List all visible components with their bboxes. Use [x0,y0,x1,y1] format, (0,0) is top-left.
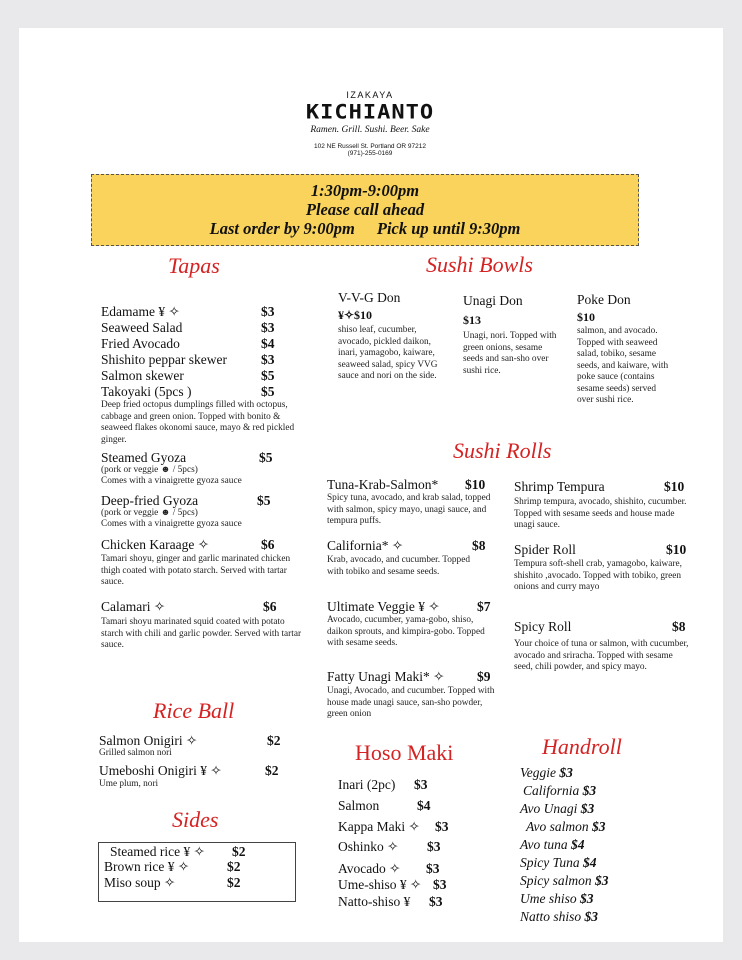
item-name: Umeboshi Onigiri ¥ ✧ [99,763,222,778]
item-name: Avo Unagi [520,801,578,816]
item-name: Spicy Roll [514,619,572,634]
list-item [101,368,184,384]
item-price: $5 [261,384,275,399]
item-description: shiso leaf, cucumber, avocado, pickled daikon, inari, yamagobo, kaiware, seaweed salad, spicy VVG sauce and nori on the side. [338,325,438,381]
item-name: Salmon skewer [101,368,184,383]
list-item [101,599,165,615]
item-price: $7 [477,599,491,614]
item-name: Avo salmon [526,819,589,834]
item-name: Poke Don [577,292,631,307]
item-price: $3 [261,320,275,335]
tapas-title: Tapas [168,253,220,278]
hours-banner [91,174,639,246]
item-price: $10 [465,477,486,492]
item-price: $3 [414,777,428,792]
item-price: $6 [261,537,275,552]
sushi-rolls-title: Sushi Rolls [453,438,552,463]
last-order-line [92,219,638,238]
list-item [101,320,182,336]
item-description: Avocado, cucumber, yama-gobo, shiso, daikon sprouts, and kimpira-gobo. Topped with sesame seeds. [327,615,485,648]
item-name: Unagi Don [463,293,523,308]
item-name: Spicy salmon [520,873,592,888]
item-description: Ume plum, nori [99,779,159,789]
item-price: $4 [571,837,585,852]
item-subtext: (pork or veggie ☻ / 5pcs) [101,465,198,475]
bowl-unagi [463,293,558,377]
item-price: $6 [263,599,277,614]
list-item [101,336,180,352]
item-name: Avo tuna [520,837,568,852]
list-item [520,765,573,781]
item-name: California [523,783,580,798]
list-item [520,873,609,889]
item-description: Spicy tuna, avocado, and krab salad, topped with salmon, spicy mayo, unagi sauce, and tempura puffs. [327,493,491,526]
item-name: Spicy Tuna [520,855,580,870]
item-name: Takoyaki (5pcs ) [101,384,192,399]
list-item [101,352,227,368]
item-name: V-V-G Don [338,290,401,305]
item-subtext: (pork or veggie ☻ / 5pcs) [101,508,198,518]
item-name: Salmon [338,798,380,813]
list-item [101,537,209,553]
item-price: $5 [261,368,275,383]
item-name: Shrimp Tempura [514,479,605,494]
item-description: Tamari shoyu marinated squid coated with potato starch with chili and garlic powder. Served with tartar sauce. [101,617,302,650]
item-name: Oshinko ✧ [338,839,399,854]
restaurant-header [270,90,470,157]
item-name: Seaweed Salad [101,320,183,335]
list-item [520,855,597,871]
item-price: $2 [232,844,246,859]
last-order-text: Last order by 9:00pm [209,219,355,238]
item-price: $8 [672,619,686,634]
item-price: $2 [267,733,281,748]
item-description: Unagi, Avocado, and cucumber. Topped with house made unagi sauce, san-sho powder, green onion [327,686,495,719]
izakaya-label: IZAKAYA [346,90,394,100]
item-description: salmon, and avocado. Topped with seaweed salad, tobiko, sesame seeds, and kaiware, with poke sauce (contains sesame seeds) served over sushi rice. [577,326,669,405]
item-name: Calamari ✧ [101,599,166,614]
item-name: Spider Roll [514,542,576,557]
item-name: Veggie [520,765,556,780]
item-name: Kappa Maki ✧ [338,819,420,834]
item-price: $4 [261,336,275,351]
item-price: $10 [664,479,685,494]
list-item [520,801,594,817]
item-price: $10 [577,310,595,324]
item-name: Ume shiso [520,891,577,906]
call-ahead-text: Please call ahead [305,200,425,219]
item-description: Grilled salmon nori [99,748,172,758]
item-name: Steamed Gyoza [101,450,187,465]
item-name: Avocado ✧ [338,861,401,876]
item-name: Shishito peppar skewer [101,352,227,367]
item-name: Ultimate Veggie ¥ ✧ [327,599,440,614]
item-description: Shrimp tempura, avocado, shishito, cucumber. Topped with sesame seeds and house made unagi sauce. [514,497,687,530]
item-price: $10 [666,542,687,557]
item-name: Tuna-Krab-Salmon* [327,477,439,492]
item-price: $3 [429,894,443,909]
item-description: Comes with a vinaigrette gyoza sauce [101,519,242,529]
item-price: $3 [580,801,595,816]
item-price: $5 [257,493,271,508]
item-name: Chicken Karaage ✧ [101,537,210,552]
item-name: Fried Avocado [101,336,180,351]
item-price: $3 [592,819,606,834]
list-item [520,837,585,853]
item-price: $3 [595,873,609,888]
item-price: $3 [435,819,449,834]
item-price: $13 [463,313,481,327]
item-name: Edamame ¥ ✧ [101,304,180,319]
item-price: $3 [261,304,275,319]
pickup-text: Pick up until 9:30pm [376,219,521,238]
list-item [101,450,186,466]
item-price: $2 [227,859,241,874]
list-item [101,493,198,509]
item-description: Comes with a vinaigrette gyoza sauce [101,476,242,486]
item-price: $9 [477,669,491,684]
item-description: Tamari shoyu, ginger and garlic marinated chicken thigh coated with potato starch. Served with tartar sauce. [101,554,291,587]
bowl-vvg [338,290,440,383]
item-price: $3 [559,765,573,780]
item-name: Natto-shiso ¥ [338,894,411,909]
list-item [101,384,192,400]
phone: (971)-255-0169 [347,150,393,157]
item-price: $2 [227,875,241,890]
address: 102 NE Russell St. Portland OR 97212 [313,143,426,150]
restaurant-logo: KICHIANTO [305,101,435,124]
item-name: Inari (2pc) [338,777,396,792]
list-item [520,891,594,907]
item-description: Tempura soft-shell crab, yamagobo, kaiware, shishito ,avocado. Topped with tobiko, green onions and curry mayo [514,559,682,592]
item-description: Krab, avocado, and cucumber. Topped with tobiko and sesame seeds. [327,555,470,577]
list-item [526,819,606,835]
item-name: Steamed rice ¥ ✧ [110,844,205,859]
item-price: $2 [265,763,279,778]
item-price: $4 [417,798,431,813]
rice-ball-title: Rice Ball [153,698,235,723]
item-price: $3 [433,877,447,892]
item-description: Your choice of tuna or salmon, with cucumber, avocado and sriracha. Topped with sesame seed, chili powder, and spicy mayo. [514,639,689,672]
item-price: $3 [261,352,275,367]
item-name: Salmon Onigiri ✧ [99,733,198,748]
item-price: $5 [259,450,273,465]
hoso-maki-title: Hoso Maki [355,740,454,765]
item-name: Brown rice ¥ ✧ [104,859,190,874]
item-price: $3 [584,909,599,924]
item-price: $3 [426,861,440,876]
list-item [520,909,598,925]
sides-title: Sides [172,807,219,832]
item-price: ¥✧$10 [338,308,373,322]
item-description: Unagi, nori. Topped with green onions, sesame seeds and san-sho over sushi rice. [463,331,557,376]
list-item [101,304,180,320]
item-name: Natto shiso [520,909,582,924]
item-name: Ume-shiso ¥ ✧ [338,877,422,892]
item-name: Deep-fried Gyoza [101,493,199,508]
item-price: $8 [472,538,486,553]
list-item [523,783,596,799]
tagline: Ramen. Grill. Sushi. Beer. Sake [310,125,430,135]
item-name: California* ✧ [327,538,404,553]
item-price: $4 [583,855,597,870]
bowl-poke [577,292,672,407]
item-price: $3 [427,839,441,854]
sushi-bowls-title: Sushi Bowls [426,252,533,277]
item-price: $3 [580,891,594,906]
handroll-title: Handroll [542,734,622,759]
item-name: Miso soup ✧ [104,875,176,890]
hours-text: 1:30pm-9:00pm [310,181,420,200]
item-description: Deep fried octopus dumplings filled with octopus, cabbage and green onion. Topped with bonito & seaweed flakes okonomi sauce, mayo & red pickled ginger. [101,400,295,445]
item-price: $3 [582,783,597,798]
item-name: Fatty Unagi Maki* ✧ [327,669,445,684]
